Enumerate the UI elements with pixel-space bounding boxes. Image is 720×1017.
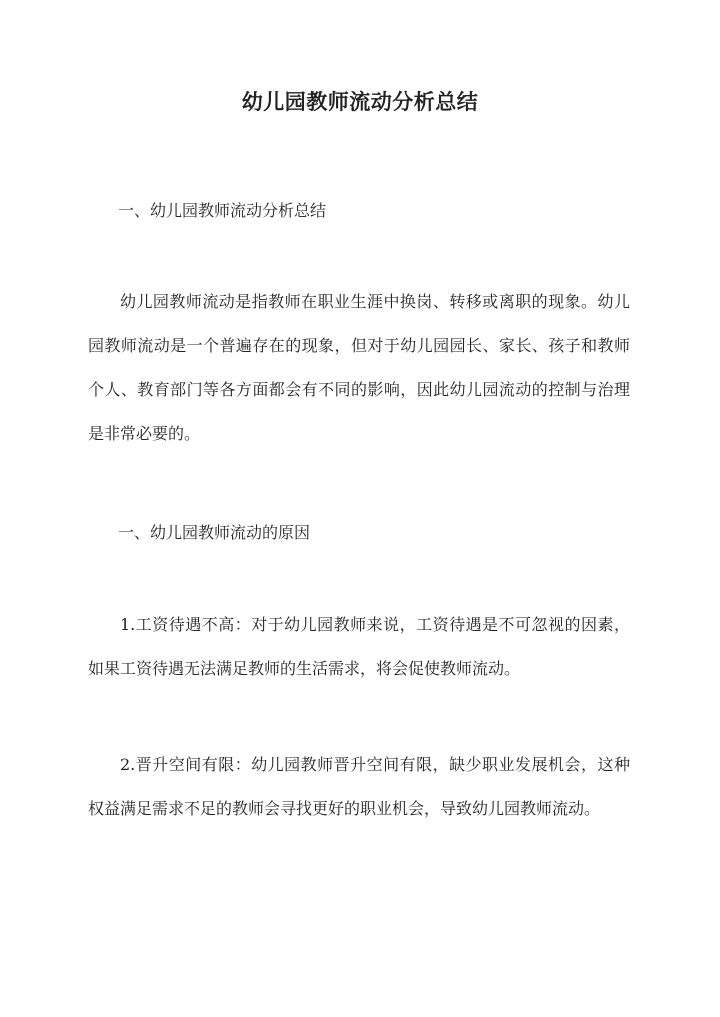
paragraph-cause-promotion: 2.晋升空间有限：幼儿园教师晋升空间有限，缺少职业发展机会，这种权益满足需求不足的教师会寻找更好的职业机会，导致幼儿园教师流动。 [88,755,630,818]
paragraph-definition: 幼儿园教师流动是指教师在职业生涯中换岗、转移或离职的现象。幼儿园教师流动是一个普遍存在的现象，但对于幼儿园园长、家长、孩子和教师个人、教育部门等各方面都会有不同的影响，因此幼儿园流动的控制与治理是非常必要的。 [88,292,630,443]
paragraph-cause-salary: 1.工资待遇不高：对于幼儿园教师来说，工资待遇是不可忽视的因素，如果工资待遇无法满足教师的生活需求，将会促使教师流动。 [88,615,630,678]
section-heading-causes: 一、幼儿园教师流动的原因 [118,523,311,542]
document-title: 幼儿园教师流动分析总结 [241,89,479,114]
section-heading-summary: 一、幼儿园教师流动分析总结 [118,201,327,220]
